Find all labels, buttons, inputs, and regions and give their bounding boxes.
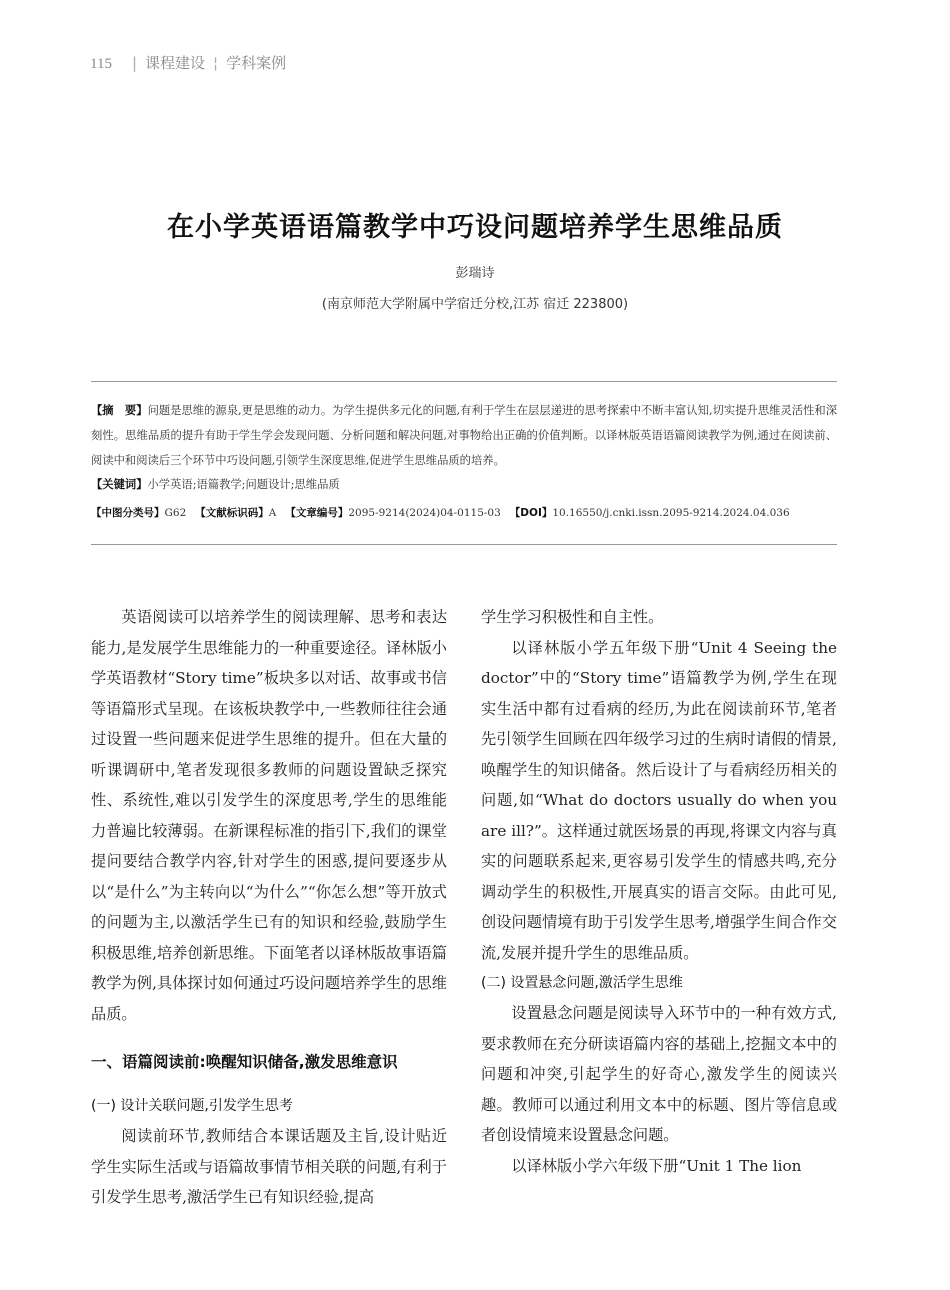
body-paragraph-continued: 学生学习积极性和自主性。 [481,608,664,626]
keywords-text: 小学英语;语篇教学;问题设计;思维品质 [147,478,340,491]
clc-value: G62 [164,507,187,519]
body-paragraph: 以译林版小学五年级下册“Unit 4 Seeing the doctor”中的“Story time”语篇教学为例,学生在现实生活中都有过看病的经历,为此在阅读前环节,笔者先引领学生回顾在四年级学习过的生病时请假的情景,唤醒学生的知识储备。然后设计了与看病经历相关的问题,如“What do doctors usually do when you are ill?”。这样通过就医场景的再现,将课文内容与真实的问题联系起来,更容易引发学生的情感共鸣,充分调动学生的积极性,开展真实的语言交际。由此可见,创设问题情境有助于引发学生思考,增强学生间合作交流,发展并提升学生的思维品质。 [481,638,837,962]
header-separator: | [131,54,138,72]
abstract-text: 问题是思维的源泉,更是思维的动力。为学生提供多元化的问题,有利于学生在层层递进的思考探索中不断丰富认知,切实提升思维灵活性和深刻性。思维品质的提升有助于学生学会发现问题、分析问题和解决问题,对事物给出正确的价值判断。以译林版英语语篇阅读教学为例,通过在阅读前、阅读中和阅读后三个环节中巧设问题,引领学生深度思维,促进学生思维品质的培养。 [91,404,837,467]
intro-paragraph: 英语阅读可以培养学生的阅读理解、思考和表达能力,是发展学生思维能力的一种重要途径。译林版小学英语教材“Story time”板块多以对话、故事或书信等语篇形式呈现。在该板块教学中,一些教师往往会通过设置一些问题来促进学生思维的提升。但在大量的听课调研中,笔者发现很多教师的问题设置缺乏探究性、系统性,难以引发学生的深度思考,学生的思维能力普遍比较薄弱。在新课程标准的指引下,我们的课堂提问要结合教学内容,针对学生的困惑,提问要逐步从以“是什么”为主转向以“为什么”“你怎么想”等开放式的问题为主,以激活学生已有的知识和经验,鼓励学生积极思维,培养创新思维。下面笔者以译林版故事语篇教学为例,具体探讨如何通过巧设问题培养学生的思维品质。 [91,608,447,1023]
doi-value: 10.16550/j.cnki.issn.2095-9214.2024.04.036 [552,507,790,519]
body-paragraph: 以译林版小学六年级下册“Unit 1 The lion [511,1156,802,1175]
article-no-item [285,507,500,519]
article-no-value: 2095-9214(2024)04-0115-03 [348,507,501,519]
doc-value: A [268,507,277,519]
keywords-block [91,476,340,492]
keywords-label: 【关键词】 [91,478,148,491]
subsection-heading-1: (一) 设计关联问题,引发学生思考 [91,1098,293,1114]
article-no-label: 【文章编号】 [285,507,349,519]
body-column-left [91,602,447,1213]
abstract-label: 【摘 要】 [91,404,148,417]
header-subsection: 学科案例 [226,54,287,72]
divider-top [91,381,837,382]
page-number: 115 [90,56,112,72]
classification-meta [91,505,837,520]
abstract-block [91,398,837,473]
article-title: 在小学英语语篇教学中巧设问题培养学生思维品质 [167,212,783,243]
header-separator: ¦ [213,54,219,72]
article-affiliation: (南京师范大学附属中学宿迁分校,江苏 宿迁 223800) [321,297,629,312]
body-paragraph: 阅读前环节,教师结合本课话题及主旨,设计贴近学生实际生活或与语篇故事情节相关联的问题,有利于引发学生思考,激活学生已有知识经验,提高 [91,1127,447,1206]
doc-item [195,507,276,519]
doc-label: 【文献标识码】 [195,507,269,519]
clc-item [91,507,186,519]
doi-item [510,507,790,519]
article-author: 彭瑞诗 [455,266,495,281]
subsection-heading-2: (二) 设置悬念问题,激活学生思维 [481,975,683,991]
divider-bottom [91,544,837,545]
clc-label: 【中图分类号】 [91,507,165,519]
body-column-right [481,602,837,1181]
body-paragraph: 设置悬念问题是阅读导入环节中的一种有效方式,要求教师在充分研读语篇内容的基础上,挖掘文本中的问题和冲突,引起学生的好奇心,激发学生的阅读兴趣。教师可以通过利用文本中的标题、图片等信息或者创设情境来设置悬念问题。 [481,1004,837,1144]
section-heading-1: 一、语篇阅读前:唤醒知识储备,激发思维意识 [91,1053,398,1071]
doi-label: 【DOI】 [509,507,553,519]
header-section: 课程建设 [145,54,206,72]
running-header [90,52,286,73]
